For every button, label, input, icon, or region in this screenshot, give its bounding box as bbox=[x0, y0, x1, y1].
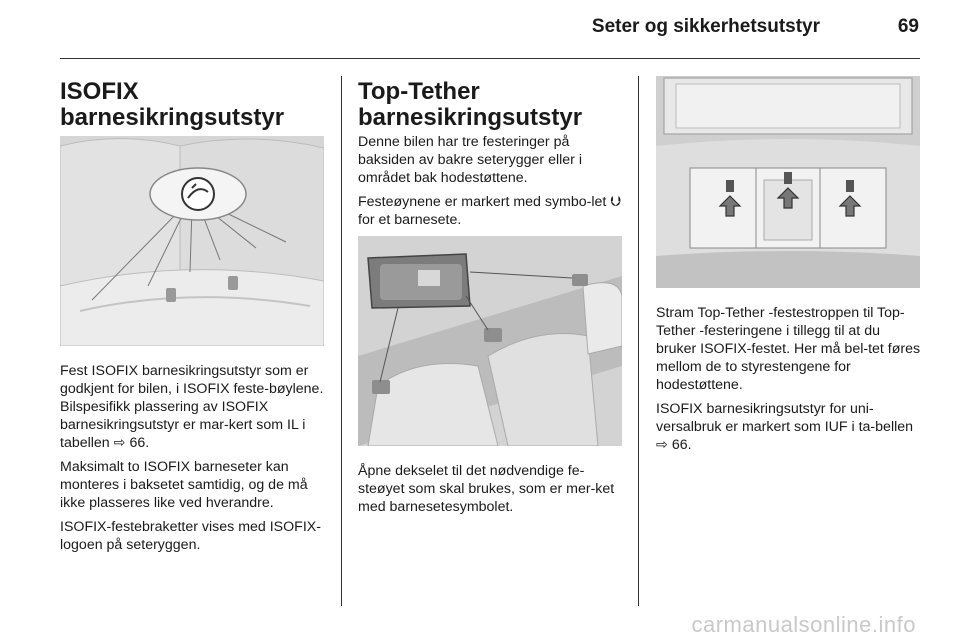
paragraph: ISOFIX barnesikringsutstyr for uni-versalbruk er markert som IUF i ta-bellen ⇨ 66. bbox=[656, 401, 914, 453]
isofix-body-text bbox=[60, 362, 326, 560]
top-tether-body-text bbox=[358, 133, 624, 235]
tether-instructions-text bbox=[656, 304, 924, 460]
paragraph: ISOFIX-festebraketter vises med ISOFIX-logoen på seteryggen. bbox=[60, 519, 321, 553]
page-number: 69 bbox=[897, 16, 919, 37]
header-title: Seter og sikkerhetsutstyr bbox=[591, 16, 820, 37]
header-rule bbox=[60, 58, 920, 59]
top-tether-seatback-illustration bbox=[358, 236, 622, 446]
paragraph: Fest ISOFIX barnesikringsutstyr som er godkjent for bilen, i ISOFIX feste-bøylene. Bilspesifikk plassering av ISOFIX barnesikringsutstyr er mar-kert som IL i tabellen ⇨ 66. bbox=[60, 363, 324, 451]
isofix-heading-line2: barnesikringsutstyr bbox=[60, 104, 285, 131]
watermark: carmanualsonline.info bbox=[691, 612, 916, 637]
paragraph: Maksimalt to ISOFIX barneseter kan monteres i baksetet samtidig, og de må ikke plasseres like ved hverandre. bbox=[60, 459, 308, 511]
paragraph: Stram Top-Tether -festestroppen til Top-Tether -festeringene i tillegg til at du bruker ISOFIX-festet. Her må bel-tet føres mellom de to styrestengene for hodestøttene. bbox=[656, 305, 921, 393]
paragraph: Denne bilen har tre festeringer på baksiden av bakre seterygger eller i området bak hodestøttene. bbox=[358, 134, 582, 186]
isofix-heading-line1: ISOFIX bbox=[60, 78, 139, 105]
paragraph: Åpne dekselet til det nødvendige fe-steøyet som skal brukes, som er mer-ket med barnesetesymbolet. bbox=[358, 463, 615, 515]
top-tether-open-cover-text bbox=[358, 462, 624, 522]
trunk-tether-anchors-illustration bbox=[656, 76, 920, 288]
isofix-seat-illustration bbox=[60, 136, 324, 346]
column-divider-1 bbox=[341, 76, 342, 606]
isofix-heading bbox=[60, 79, 284, 131]
top-tether-heading-line1: Top-Tether bbox=[358, 78, 480, 105]
top-tether-heading-line2: barnesikringsutstyr bbox=[358, 104, 583, 131]
paragraph: Festeøynene er markert med symbo-let ⮋ for et barnesete. bbox=[358, 194, 622, 228]
top-tether-heading bbox=[358, 79, 582, 131]
column-divider-2 bbox=[638, 76, 639, 606]
